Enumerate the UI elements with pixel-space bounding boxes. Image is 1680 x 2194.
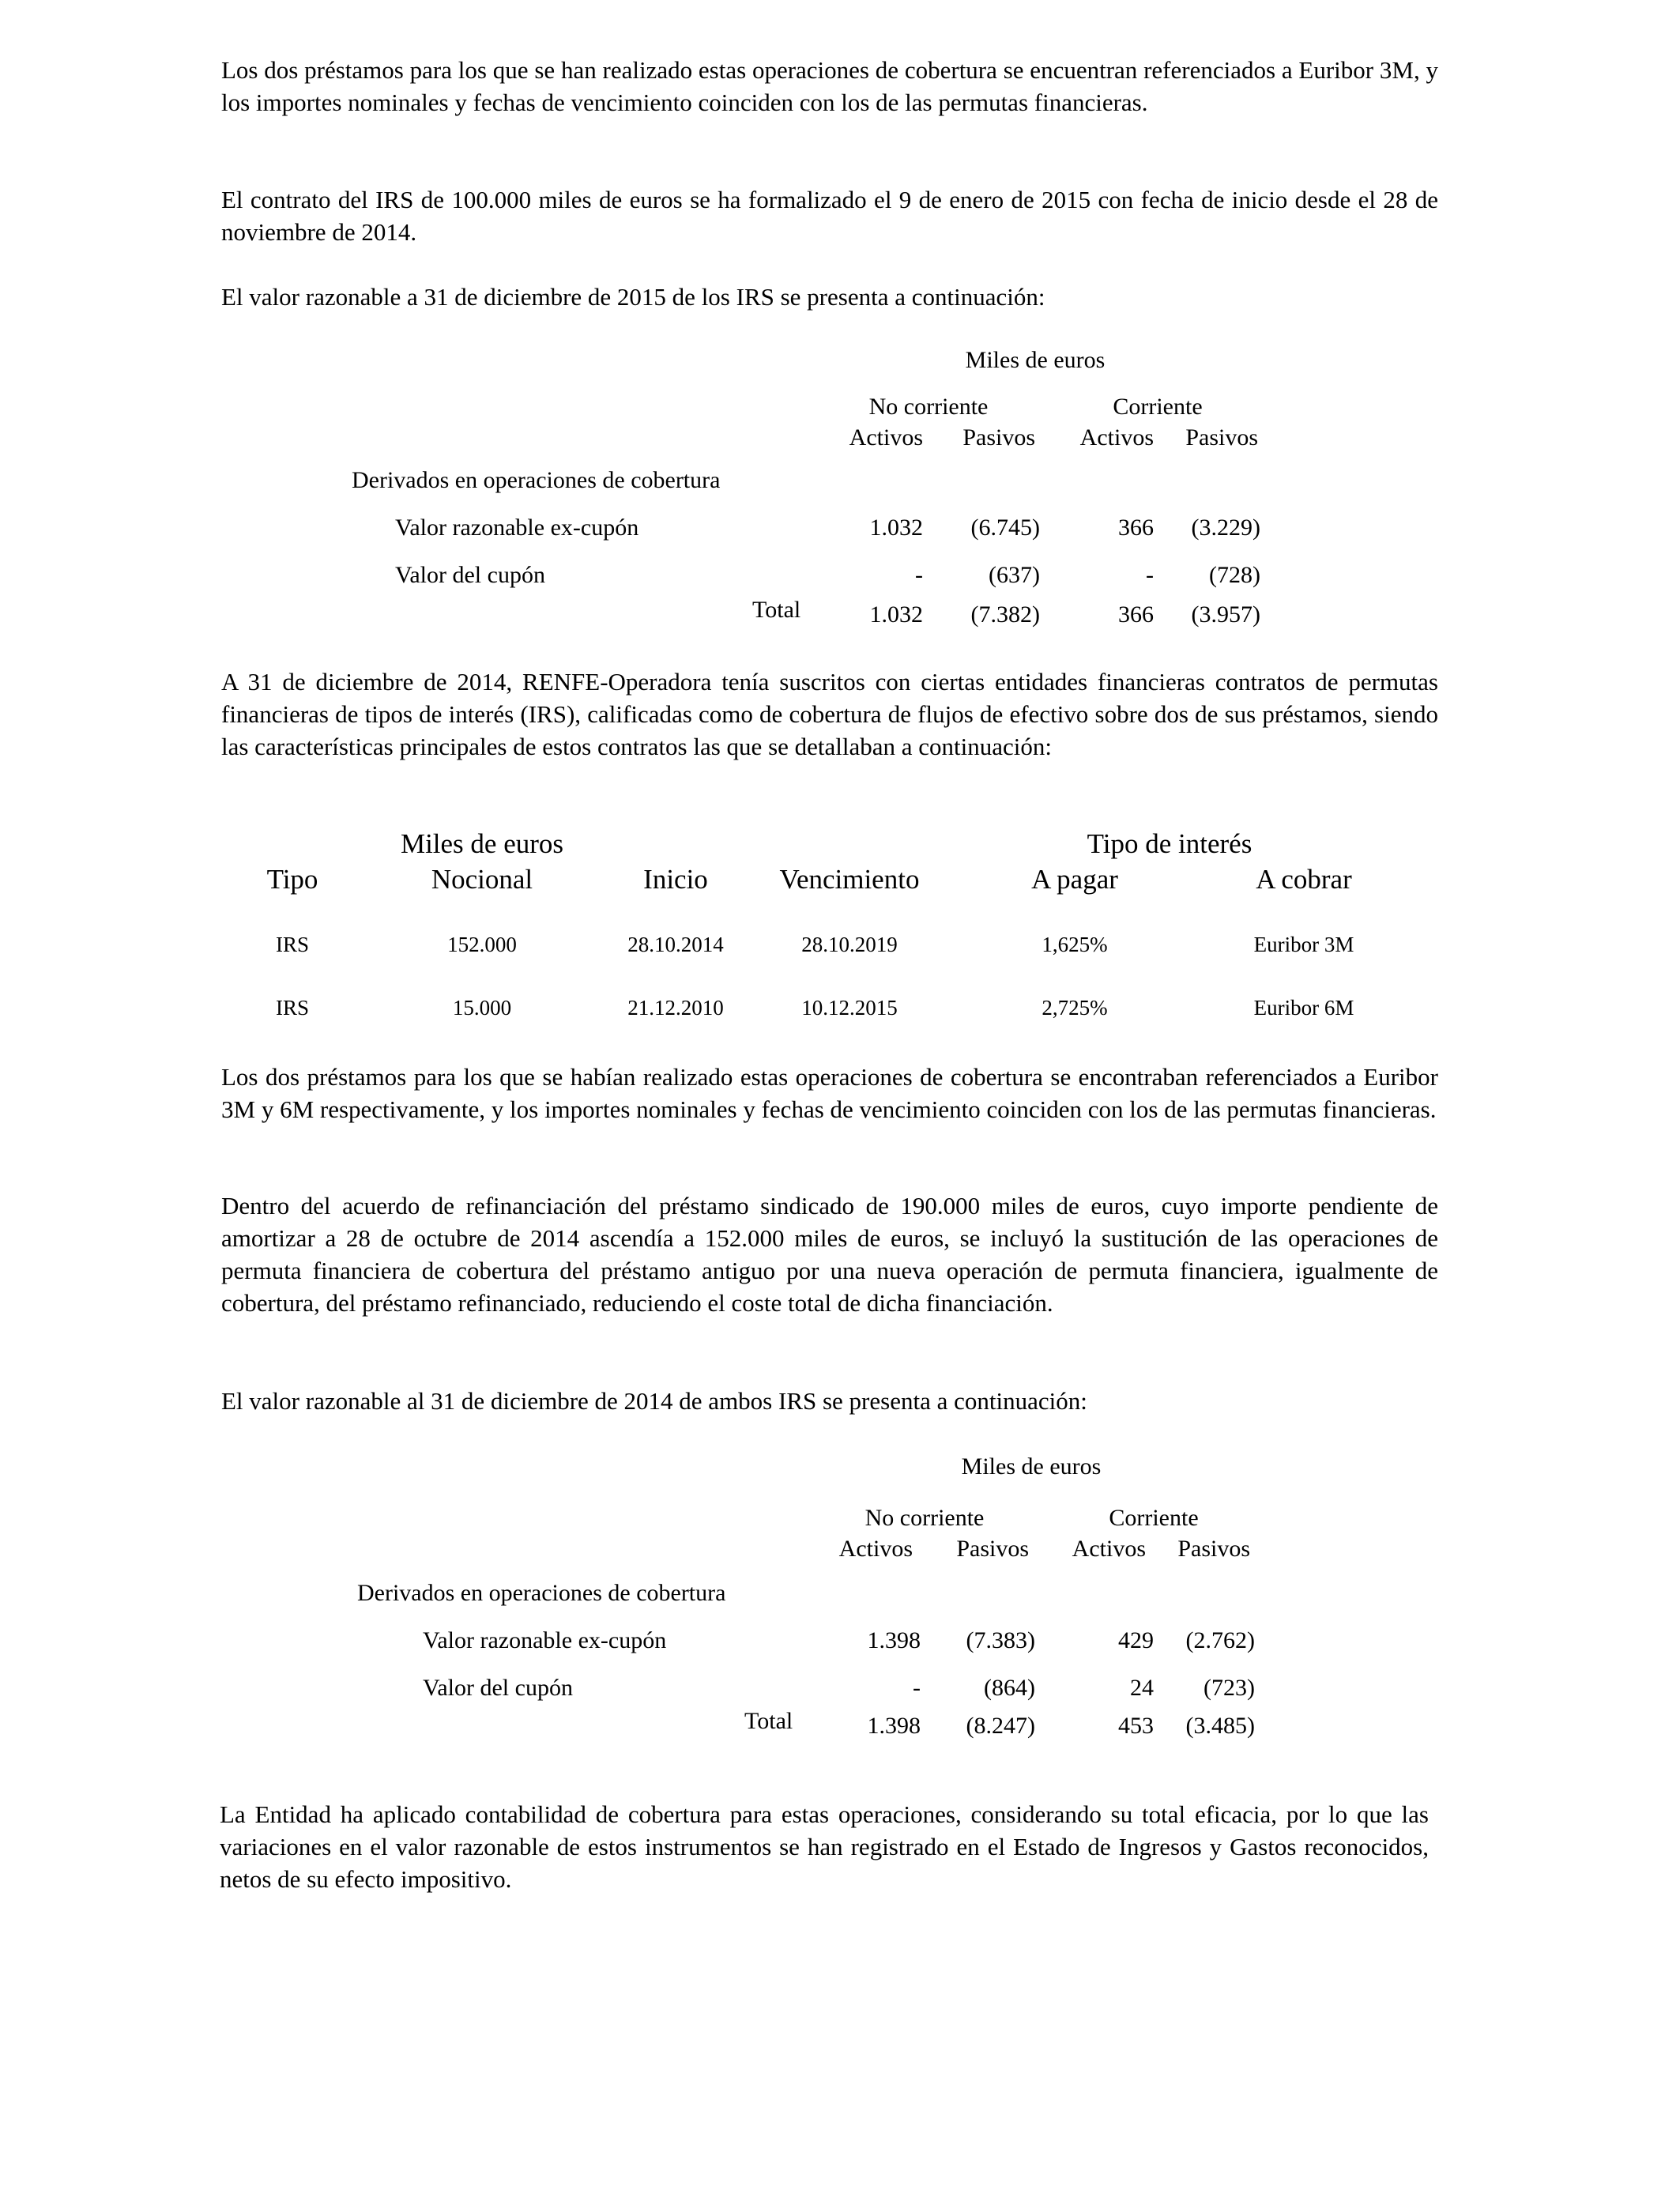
table-cell: (3.957) xyxy=(1191,601,1260,628)
col-header-activos: Activos xyxy=(838,1536,913,1562)
table-cell: IRS xyxy=(275,933,310,956)
table-cell: Euribor 6M xyxy=(1253,996,1354,1020)
row-label-valor-cupon: Valor del cupón xyxy=(423,1675,573,1701)
total-label: Total xyxy=(744,1708,793,1734)
table-cell: 1.032 xyxy=(869,515,923,541)
header-inicio: Inicio xyxy=(643,864,708,895)
table-cell: Euribor 3M xyxy=(1253,933,1354,956)
group-header-corriente: Corriente xyxy=(1109,1505,1199,1531)
section-label: Derivados en operaciones de cobertura xyxy=(352,467,721,493)
table-cell: 453 xyxy=(1118,1713,1154,1739)
header-miles-de-euros: Miles de euros xyxy=(400,828,564,859)
header-vencimiento: Vencimiento xyxy=(779,864,920,895)
header-tipo-de-interes: Tipo de interés xyxy=(1087,828,1252,859)
table-cell: (723) xyxy=(1203,1675,1255,1701)
col-header-pasivos: Pasivos xyxy=(1185,424,1258,450)
col-header-activos: Activos xyxy=(1072,1536,1146,1562)
group-header-corriente: Corriente xyxy=(1113,394,1203,420)
table-cell: - xyxy=(913,1675,921,1701)
col-header-pasivos: Pasivos xyxy=(1177,1536,1250,1562)
row-label-valor-razonable: Valor razonable ex-cupón xyxy=(395,515,639,541)
col-header-pasivos: Pasivos xyxy=(962,424,1035,450)
paragraph-renfe-2014: A 31 de diciembre de 2014, RENFE-Operadora tenía suscritos con ciertas entidades financieras contratos de permutas financieras de tipos de interés (IRS), calificadas como de cobertura de flujos de efectivo sobre dos de sus préstamos, siendo las características principales de estos contratos las que se detallaban a continuación: xyxy=(221,668,1438,760)
table-cell: 152.000 xyxy=(447,933,517,956)
table-cell: (3.229) xyxy=(1191,515,1260,541)
header-a-pagar: A pagar xyxy=(1031,864,1118,895)
total-label: Total xyxy=(752,597,801,623)
table-cell: (2.762) xyxy=(1185,1627,1255,1653)
col-header-pasivos: Pasivos xyxy=(956,1536,1029,1562)
table-cell: (728) xyxy=(1209,562,1260,588)
section-label: Derivados en operaciones de cobertura xyxy=(357,1580,726,1606)
table-cell: 15.000 xyxy=(452,996,512,1020)
table-cell: (7.382) xyxy=(970,601,1040,628)
table-cell: (3.485) xyxy=(1185,1713,1255,1739)
table-cell: 366 xyxy=(1118,515,1154,541)
header-nocional: Nocional xyxy=(431,864,533,895)
col-header-activos: Activos xyxy=(849,424,923,450)
table-cell: 1.398 xyxy=(867,1627,921,1653)
table-cell: 1,625% xyxy=(1042,933,1108,956)
group-header-no-corriente: No corriente xyxy=(864,1505,985,1531)
table-cell: 28.10.2014 xyxy=(627,933,724,956)
paragraph-contrato-irs: El contrato del IRS de 100.000 miles de euros se ha formalizado el 9 de enero de 2015 con fecha de inicio desde el 28 de noviembre de 2014. xyxy=(221,186,1438,246)
table-cell: 21.12.2010 xyxy=(627,996,724,1020)
paragraph-prestamos-2015: Los dos préstamos para los que se han realizado estas operaciones de cobertura se encuentran referenciados a Euribor 3M, y los importes nominales y fechas de vencimiento coinciden con los de las permutas financieras. xyxy=(221,56,1438,116)
table-cell: 1.032 xyxy=(869,601,923,628)
table-cell: - xyxy=(915,562,923,588)
table-cell: 10.12.2015 xyxy=(801,996,898,1020)
row-label-valor-cupon: Valor del cupón xyxy=(395,562,545,588)
table-cell: (864) xyxy=(984,1675,1035,1701)
table-cell: (6.745) xyxy=(970,515,1040,541)
unit-header: Miles de euros xyxy=(961,1453,1102,1480)
paragraph-valor-razonable-2015: El valor razonable a 31 de diciembre de 2015 de los IRS se presenta a continuación: xyxy=(221,283,1045,311)
table-cell: 2,725% xyxy=(1042,996,1108,1020)
unit-header: Miles de euros xyxy=(965,347,1106,373)
paragraph-refinanciacion: Dentro del acuerdo de refinanciación del préstamo sindicado de 190.000 miles de euros, cuyo importe pendiente de amortizar a 28 de octubre de 2014 ascendía a 152.000 miles de euros, se incluyó la sustitución de las operaciones de permuta financiera de cobertura del préstamo antiguo por una nueva operación de permuta financiera, igualmente de cobertura, del préstamo refinanciado, reduciendo el coste total de dicha financiación. xyxy=(221,1192,1438,1317)
table-cell: 429 xyxy=(1118,1627,1154,1653)
table-cell: 28.10.2019 xyxy=(801,933,898,956)
paragraph-valor-razonable-2014: El valor razonable al 31 de diciembre de 2014 de ambos IRS se presenta a continuación: xyxy=(221,1387,1087,1415)
table-cell: 24 xyxy=(1130,1675,1154,1701)
paragraph-contabilidad-cobertura: La Entidad ha aplicado contabilidad de cobertura para estas operaciones, considerando su total eficacia, por lo que las variaciones en el valor razonable de estos instrumentos se han registrado en el Estado de Ingresos y Gastos reconocidos, netos de su efecto impositivo. xyxy=(220,1800,1429,1893)
header-tipo: Tipo xyxy=(266,864,318,895)
row-label-valor-razonable: Valor razonable ex-cupón xyxy=(423,1627,667,1653)
table-cell: (7.383) xyxy=(966,1627,1035,1653)
group-header-no-corriente: No corriente xyxy=(868,394,989,420)
col-header-activos: Activos xyxy=(1079,424,1154,450)
paragraph-prestamos-2014: Los dos préstamos para los que se habían realizado estas operaciones de cobertura se encontraban referenciados a Euribor 3M y 6M respectivamente, y los importes nominales y fechas de vencimiento coinciden con los de las permutas financieras. xyxy=(221,1063,1438,1123)
header-a-cobrar: A cobrar xyxy=(1256,864,1352,895)
table-cell: IRS xyxy=(275,996,310,1020)
table-cell: (8.247) xyxy=(966,1713,1035,1739)
table-cell: 366 xyxy=(1118,601,1154,628)
table-cell: - xyxy=(1146,562,1154,588)
table-cell: (637) xyxy=(989,562,1040,588)
table-cell: 1.398 xyxy=(867,1713,921,1739)
